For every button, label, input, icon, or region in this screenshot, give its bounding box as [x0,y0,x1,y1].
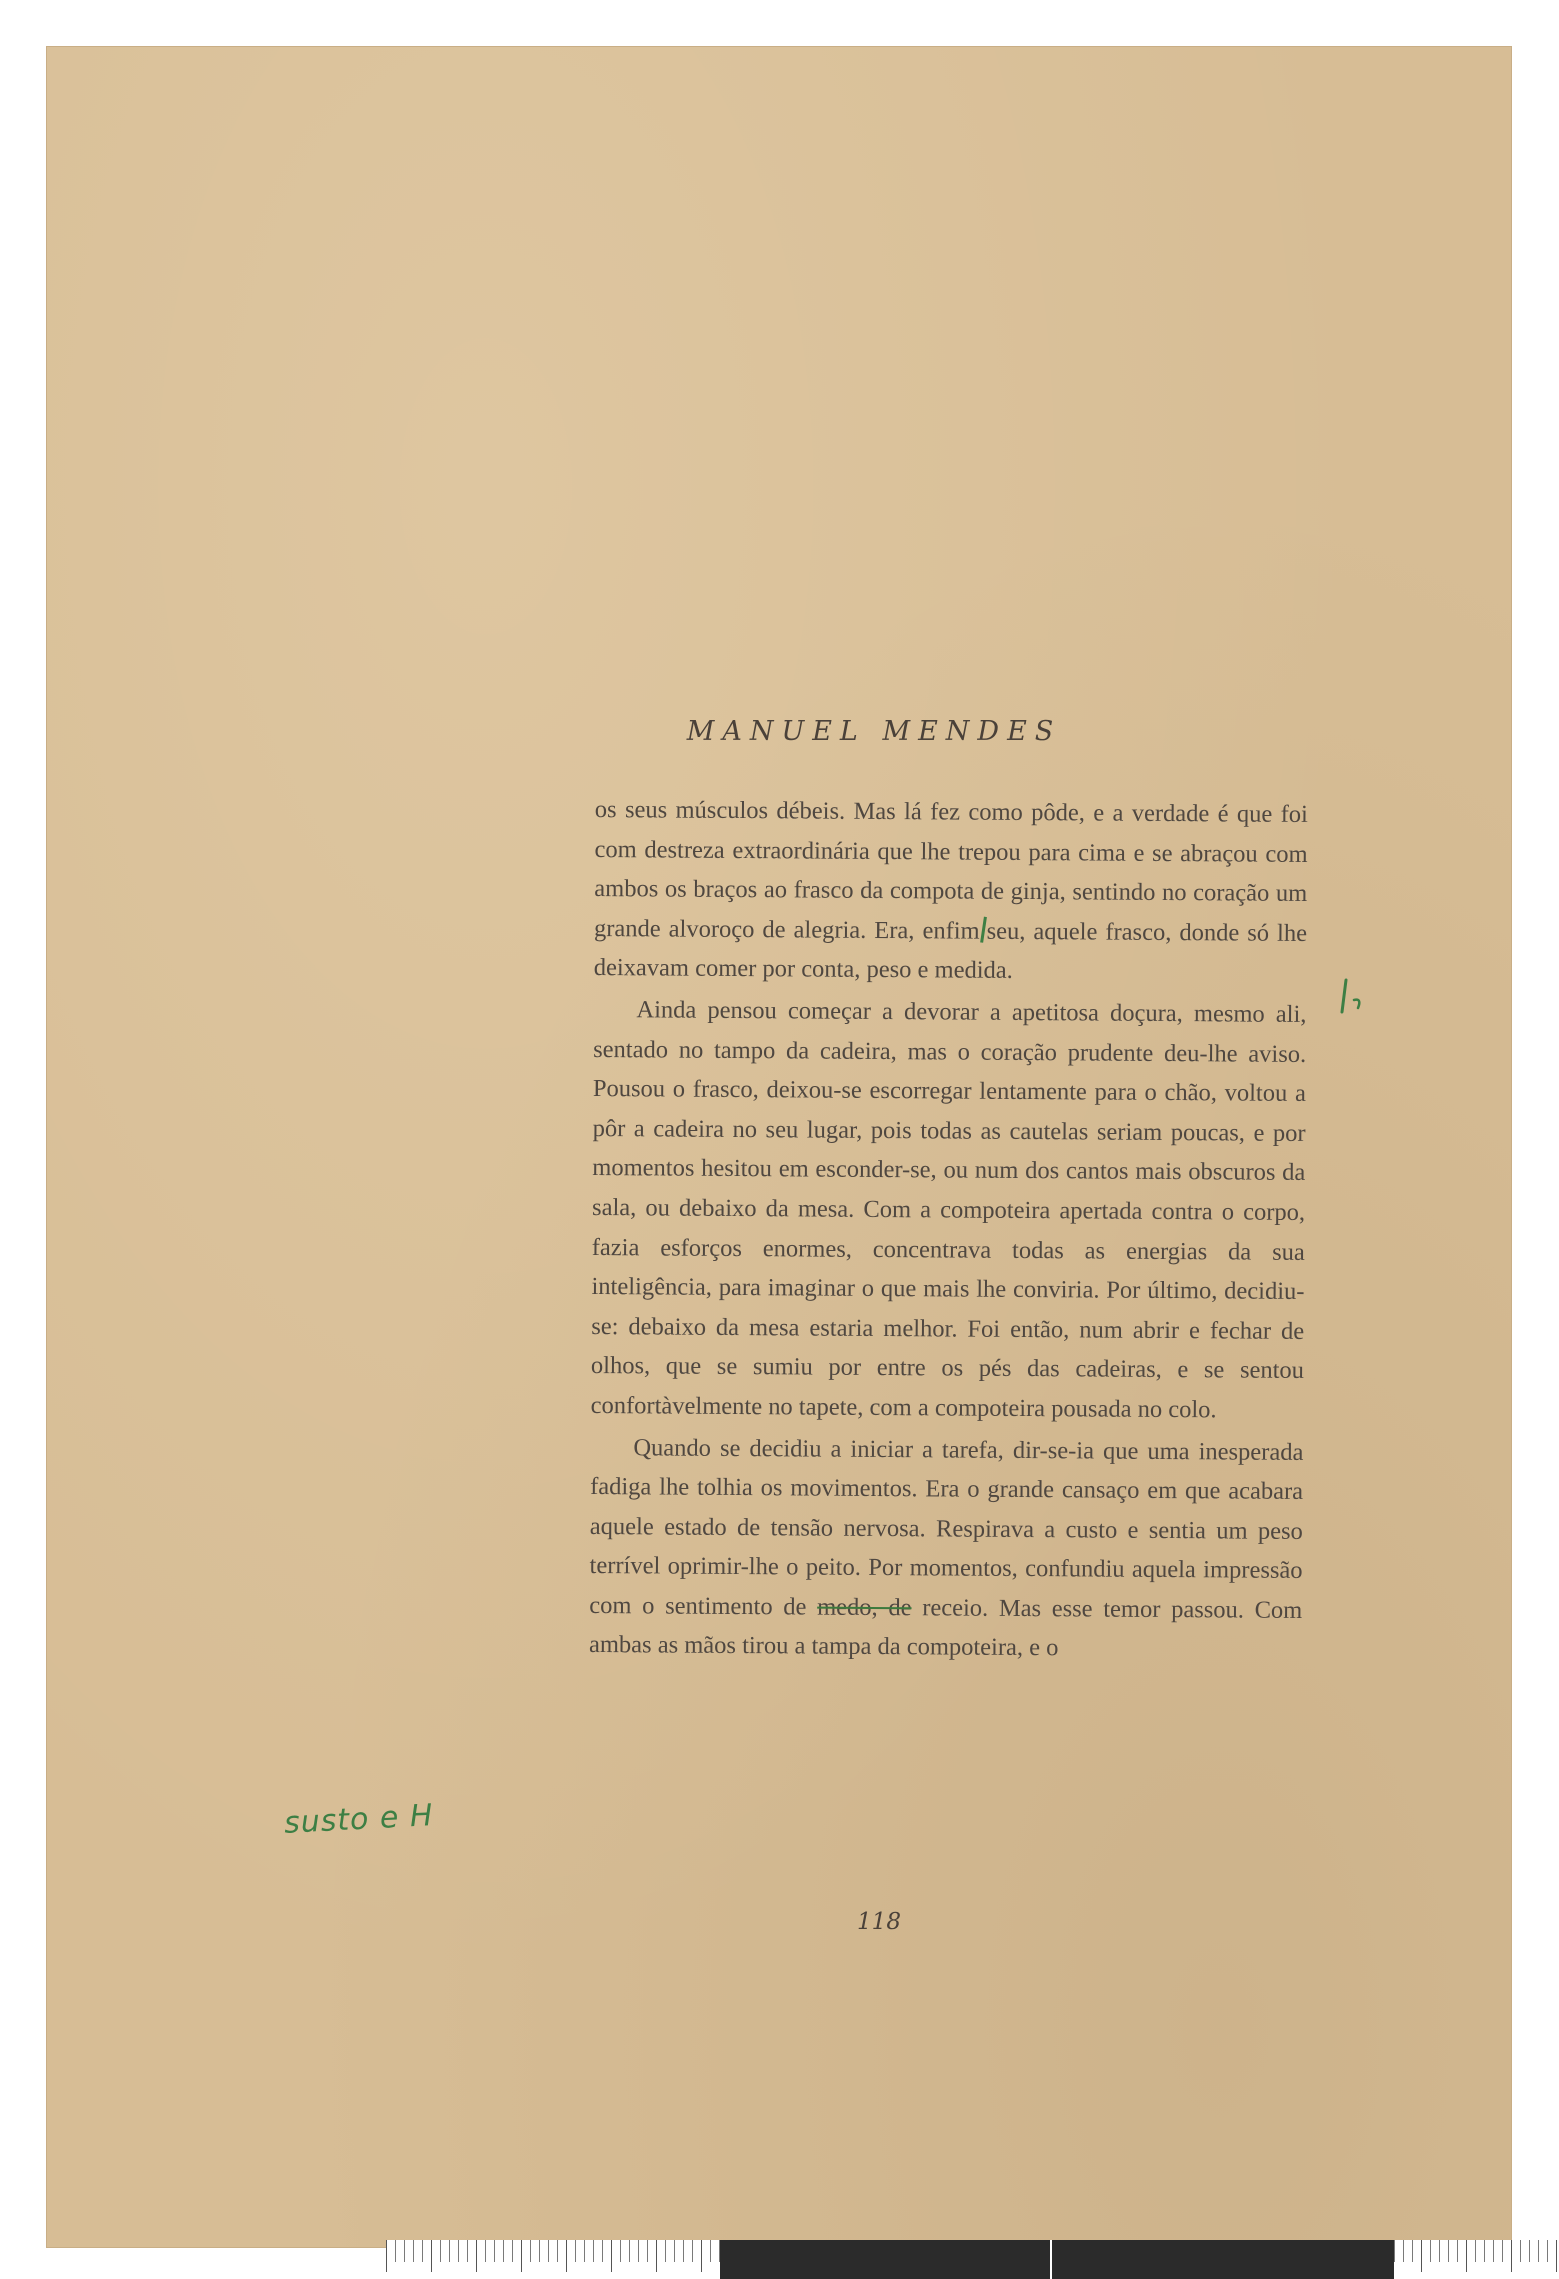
paragraph-3-part-1: Quando se decidiu a iniciar a tarefa, dir-se-ia que uma inesperada fadiga lhe tolhia os movimentos. Era o grande cansaço em que acabara aquele estado de tensão nervosa. Respirava a custo e sentia um peso terrível oprimir-lhe o peito. Por momentos, confundiu aquela impressão com o sentimento de [589,1433,1304,1621]
paragraph-3 [589,1427,1304,1670]
measurement-ruler [386,2240,1559,2279]
running-title: MANUEL MENDES [686,716,1062,747]
running-header [46,716,1512,747]
handwritten-margin-note: susto e H [283,1798,435,1841]
paragraph-2 [591,990,1307,1430]
struck-words: medo, de [817,1593,912,1622]
paragraph-1-part-1: os seus músculos débeis. Mas lá fez como pôde, e a verdade é que foi com destreza extraordinária que lhe trepou para cima e se abraçou com ambos os braços ao frasco da compota de ginja, sentindo no coração um grande alvoroço de alegria. Era, enfim [593,795,1308,945]
insertion-mark-icon [980,916,987,942]
margin-correction-mark-icon [1338,976,1368,1016]
page-number [46,1909,1512,1935]
paragraph-2-text: Ainda pensou começar a devorar a apetitosa doçura, mesmo ali, sentado no tampo da cadeira, mas o coração prudente deu-lhe aviso. Pousou o frasco, deixou-se escorregar lentamente para o chão, voltou a pôr a cadeira no seu lugar, pois todas as cautelas seriam poucas, e por momentos hesitou em esconder-se, ou num dos cantos mais obscuros da sala, ou debaixo da mesa. Com a compoteira apertada contra o corpo, fazia esforços enormes, concentrava todas as energias da sua inteligência, para imaginar o que mais lhe conviria. Por último, decidiu-se: debaixo da mesa estaria melhor. Foi então, num abrir e fechar de olhos, que se sumiu por entre os pés das cadeiras, e se sentou confortàvelmente no tapete, com a compoteira pousada no colo. [590,996,1307,1424]
page-number-text: 118 [857,1909,901,1935]
ruler-black-segment [720,2240,1050,2279]
paragraph-1-part-2: seu, aquele frasco, donde só lhe deixavam comer por conta, peso e medida. [593,917,1308,985]
body-text [589,790,1308,1670]
paragraph-3-part-3: receio. Mas esse temor passou. Com ambas as mãos tirou a tampa da compoteira, e o [588,1594,1303,1662]
ruler-black-segment-2 [1054,2240,1394,2279]
paragraph-1 [594,790,1308,993]
book-page [46,46,1512,2248]
